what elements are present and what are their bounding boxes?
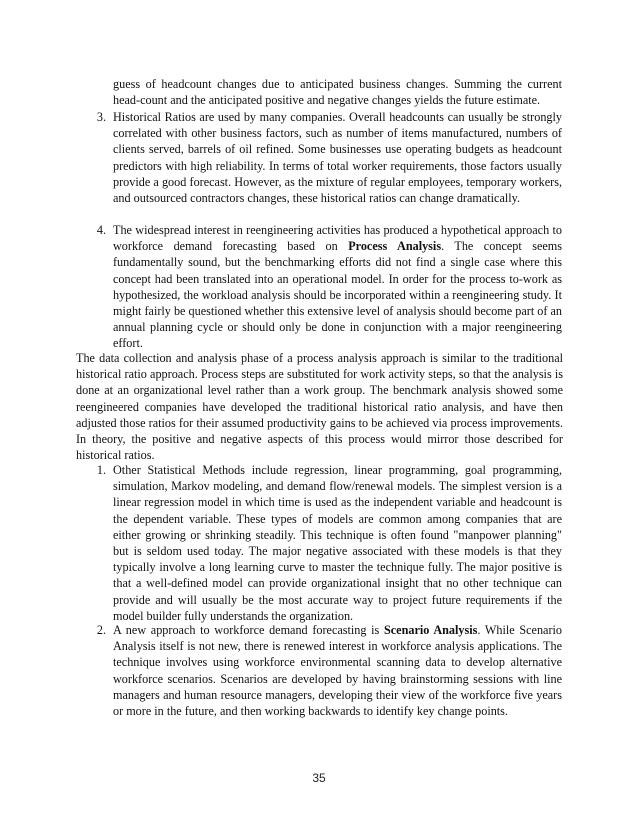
scenario-text-after: . While Scenario Analysis itself is not new, there is renewed interest in workforce analysis applications. The technique involves using workforce environmental scanning data to develop alternative workforce scenarios. Scenarios are developed by having brainstorming sessions with line managers and human resource managers, developing their view of the workforce five years or more in the future, and then working backwards to identify key change points. [113, 623, 562, 719]
list-item-process-analysis [113, 222, 562, 352]
list-item-number-3: 3. [96, 110, 106, 124]
item4-bold-term: Process Analysis [348, 239, 442, 254]
item4-text-before: The widespread interest in reengineering activities has produced a hypothetical approach to workforce demand forecasting based on [113, 223, 562, 254]
list-item-scenario-analysis [113, 622, 562, 719]
list-item-historical-ratios: Historical Ratios are used by many companies. Overall headcounts can usually be strongly correlated with other business factors, such as number of items manufactured, numbers of clients served, barrels of oil refined. Some businesses use operating budgets as headcount predictors with high reliability. In terms of total worker requirements, those factors usually provide a good forecast. However, as the mixture of regular employees, temporary workers, and outsourced contractors changes, these historical ratios can change dramatically. [113, 110, 562, 206]
page-number: 35 [312, 771, 326, 785]
list2-item-number-1: 1. [96, 463, 106, 477]
list-item-number-4: 4. [96, 223, 106, 237]
scenario-text-before: A new approach to workforce demand forecasting is [113, 623, 384, 637]
body-paragraph: The data collection and analysis phase of a process analysis approach is similar to the traditional historical ratio approach. Process steps are substituted for work activity steps, so that the analysis is done at an organizational level rather than a work group. The benchmark analysis showed some reengineered companies have developed the traditional historical ratio analysis, and have then adjusted those ratios for their assumed productivity gains to be achieved via process improvements. In theory, the positive and negative aspects of this process would mirror those described for historical ratios. [76, 351, 563, 463]
list2-item-number-2: 2. [96, 623, 106, 637]
list-item-statistical-methods: Other Statistical Methods include regression, linear programming, goal programming, simulation, Markov modeling, and demand flow/renewal models. The simplest version is a linear regression model in which time is used as the independent variable and headcount is the dependent variable. These types of models are common among companies that are either growing or shrinking steadily. This technique is often found "manpower planning" but is seldom used today. The major negative associated with these models is that they typically involve a long learning curve to master the technique fully. The major positive is that a well-defined model can provide organizational insight that no other technique can provide and will usually be the most accurate way to project future requirements if the model builder fully understands the organization. [113, 463, 562, 623]
item4-text-after: . The concept seems fundamentally sound, but the benchmarking efforts did not find a single case where this concept had been translated into an operational model. In order for the process to-work as hypothesized, the workload analysis should be incorporated within a reengineering study. It might fairly be questioned whether this extensive level of analysis should become part of an annual planning cycle or should only be done in conjunction with a major reengineering effort. [113, 239, 562, 351]
scenario-bold-term: Scenario Analysis [383, 623, 478, 637]
list-item-continuation: guess of headcount changes due to anticipated business changes. Summing the current head-count and the anticipated positive and negative changes yields the future estimate. [113, 77, 562, 108]
